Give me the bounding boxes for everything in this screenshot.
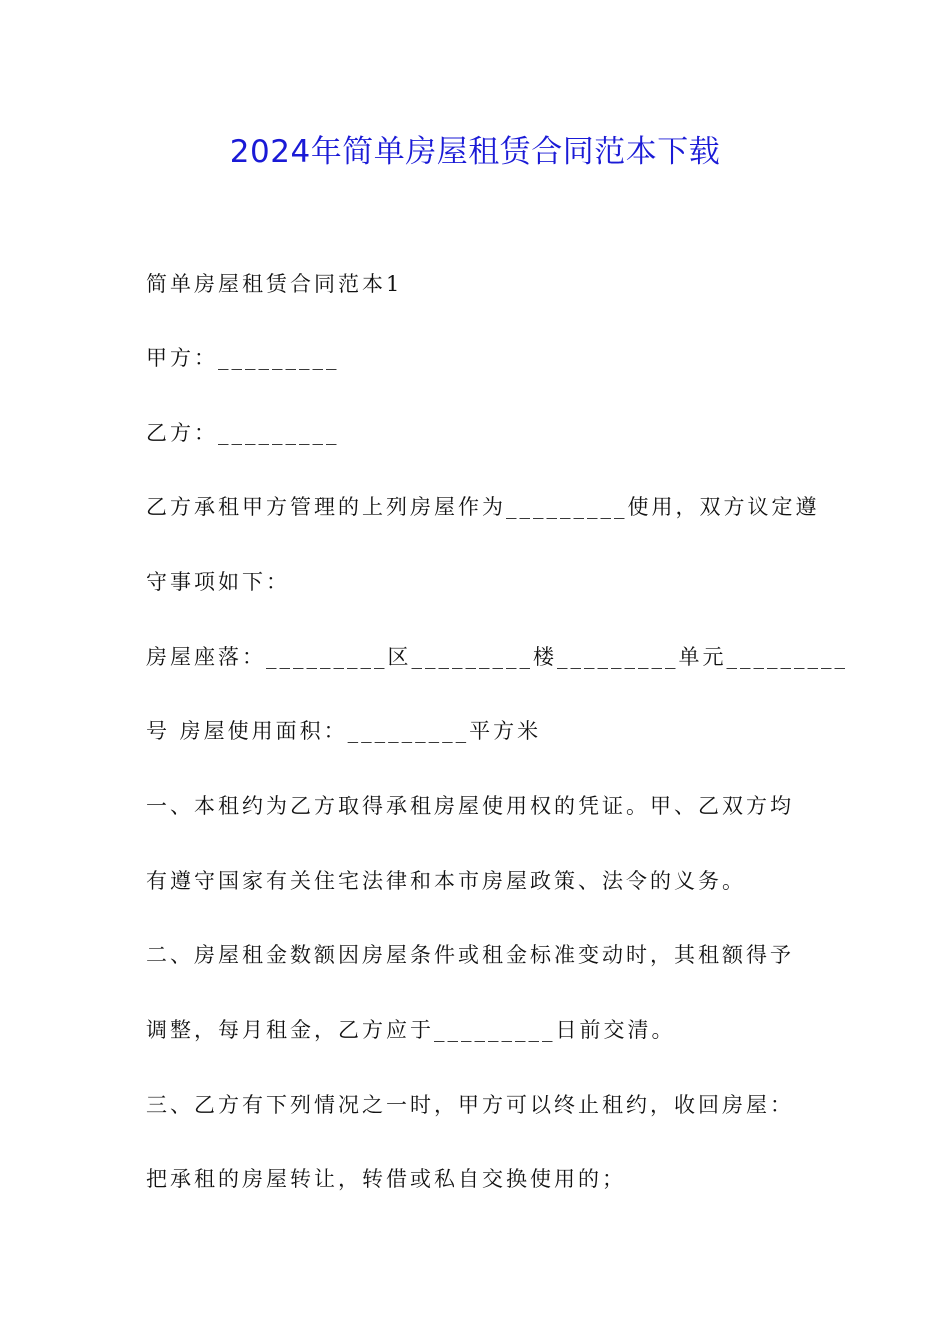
- clause-1-line: 有遵守国家有关住宅法律和本市房屋政策、法令的义务。: [146, 869, 746, 893]
- clause-3-line: 三、乙方有下列情况之一时，甲方可以终止租约，收回房屋：: [146, 1093, 794, 1117]
- clause-2-line: 二、房屋租金数额因房屋条件或租金标准变动时，其租额得予: [146, 943, 794, 967]
- paragraph-line: 乙方承租甲方管理的上列房屋作为_________使用，双方议定遵: [146, 495, 820, 519]
- house-area-line: 号 房屋使用面积：_________平方米: [146, 719, 542, 743]
- paragraph-line: 守事项如下：: [146, 570, 290, 594]
- party-b-line: 乙方：_________: [146, 421, 340, 445]
- house-location-line: 房屋座落：_________区_________楼_________单元_________: [146, 645, 848, 669]
- clause-3-item-line: 把承租的房屋转让，转借或私自交换使用的；: [146, 1167, 626, 1191]
- party-a-line: 甲方：_________: [146, 346, 340, 370]
- contract-heading: 简单房屋租赁合同范本1: [146, 272, 403, 296]
- clause-2-line: 调整，每月租金，乙方应于_________日前交清。: [146, 1018, 676, 1042]
- clause-1-line: 一、本租约为乙方取得承租房屋使用权的凭证。甲、乙双方均: [146, 794, 794, 818]
- page-title: 2024年简单房屋租赁合同范本下载: [229, 134, 721, 170]
